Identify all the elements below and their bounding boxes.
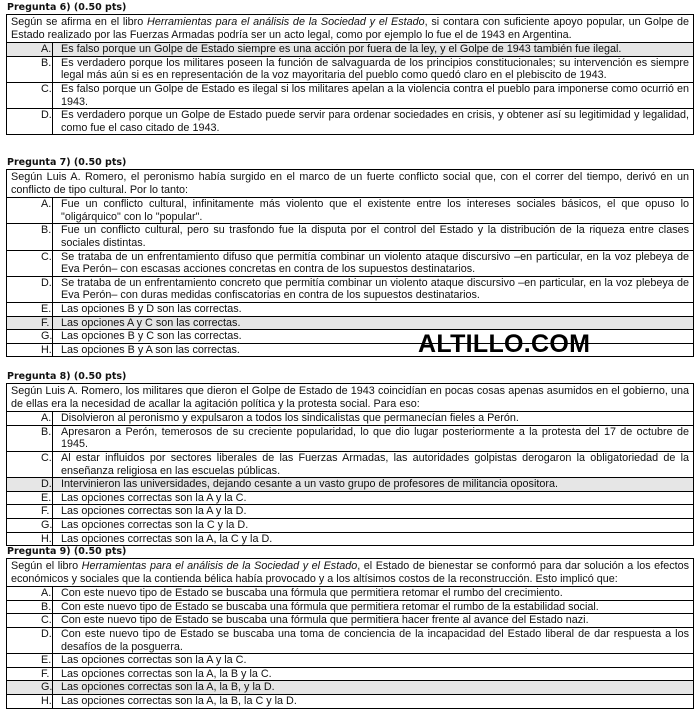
option-h[interactable] <box>7 532 693 546</box>
option-f[interactable] <box>7 667 693 681</box>
stem-text: Según el libro <box>11 560 82 572</box>
option-c[interactable] <box>7 613 693 627</box>
option-d[interactable] <box>7 627 693 653</box>
question-6 <box>0 2 694 135</box>
option-letter: D. <box>7 109 53 134</box>
question-title: Pregunta 7) (0.50 pts) <box>7 157 127 168</box>
option-text: Con este nuevo tipo de Estado se buscaba una fórmula que permitiera retomar el rumbo del crecimiento. <box>61 587 563 600</box>
option-text: Al estar influidos por sectores liberales de las Fuerzas Armadas, las autoridades golpistas derogaron la obligatoriedad de la enseñanza religiosa en las escuelas públicas. <box>61 451 689 477</box>
option-a[interactable] <box>7 42 693 56</box>
option-letter: A. <box>7 43 53 56</box>
option-text: Las opciones B y D son las correctas. <box>61 302 242 315</box>
option-text: Las opciones correctas son la A, la C y la D. <box>61 532 273 545</box>
option-letter: B. <box>7 224 53 249</box>
option-letter: A. <box>7 198 53 223</box>
option-letter: F. <box>7 668 53 681</box>
option-text: Las opciones correctas son la A, la B, y la D. <box>53 681 693 694</box>
option-letter: G. <box>7 330 53 343</box>
option-text: Las opciones correctas son la A y la C. <box>61 491 247 504</box>
option-text: Fue un conflicto cultural, infinitamente más violento que el existente entre los intereses sociales básicos, el que opuso lo "oligárquico" con lo "popular". <box>61 198 689 223</box>
option-text: Intervinieron las universidades, dejando cesante a un vasto grupo de profesores de militancia opositora. <box>53 478 693 491</box>
option-b[interactable] <box>7 600 693 614</box>
option-text: Se trataba de un enfrentamiento concreto que permitía combinar un violento ataque discursivo –en particular, en la voz plebeya de Eva Perón– con duras medidas confiscatorias en contra de los supuestos destinatarios. <box>61 276 689 302</box>
option-text: Es verdadero porque los militares poseen la función de salvaguarda de los principios constitucionales; su intervención es siempre legal más aún si es en representación de la voz mayoritaria del pueblo como quedó claro en el plebiscito de 1943. <box>61 56 689 82</box>
option-letter: D. <box>7 628 53 653</box>
question-stem: Según Luis A. Romero, el peronismo había surgido en el marco de un fuerte conflicto social que, con el correr del tiempo, derivó en un conflicto de tipo cultural. Por lo tanto: <box>11 171 689 196</box>
question-stem: Según Luis A. Romero, los militares que dieron el Golpe de Estado de 1943 coincidían en pocas cosas apenas asumidos en el gobierno, una de ellas era la necesidad de acallar la agitación política y la protesta social. Para eso: <box>11 385 689 410</box>
question-title: Pregunta 8) (0.50 pts) <box>7 371 127 382</box>
question-box <box>6 169 694 357</box>
option-letter: B. <box>7 57 53 82</box>
option-a[interactable] <box>7 586 693 600</box>
option-text: Las opciones correctas son la A, la B y la C. <box>61 667 272 680</box>
stem-text: , si contara con suficiente apoyo popular, un Golpe de Estado realizado por las Fuerzas Armadas podría ser un acto legal, como por ejemplo lo fue el de 1943 en Argentina. <box>11 16 690 41</box>
option-g[interactable] <box>7 680 693 694</box>
option-letter: H. <box>7 695 53 708</box>
option-text: Apresaron a Perón, temerosos de su creciente popularidad, lo que dio lugar posteriormente a la protesta del 17 de octubre de 1945. <box>61 425 689 451</box>
option-b[interactable] <box>7 223 693 249</box>
stem-text: Según se afirma en el libro <box>11 16 148 28</box>
option-letter: C. <box>7 83 53 108</box>
question-stem <box>7 559 693 586</box>
option-letter: C. <box>7 251 53 276</box>
option-letter: E. <box>7 654 53 667</box>
question-8 <box>0 371 694 546</box>
option-letter: B. <box>7 601 53 614</box>
option-letter: B. <box>7 426 53 451</box>
option-text: Las opciones B y A son las correctas. <box>61 343 240 356</box>
option-text: Las opciones correctas son la A y la D. <box>61 505 247 518</box>
question-title: Pregunta 9) (0.50 pts) <box>7 546 127 557</box>
option-letter: C. <box>7 452 53 477</box>
option-text: Es falso porque un Golpe de Estado es ilegal si los militares apelan a la violencia contra el pueblo para imponerse como ocurrió en 1943. <box>61 82 689 108</box>
question-9 <box>0 546 694 709</box>
book-title: Herramientas para el análisis de la Sociedad y el Estado <box>81 560 358 572</box>
option-a[interactable] <box>7 411 693 425</box>
option-letter: C. <box>7 614 53 627</box>
option-letter: A. <box>7 587 53 600</box>
option-text: Es falso porque un Golpe de Estado siempre es una acción por fuera de la ley, y el Golpe de 1943 también fue ilegal. <box>53 43 693 56</box>
watermark: ALTILLO.COM <box>418 330 591 358</box>
stem-text: , el Estado de bienestar se conformó para dar solución a los efectos económicos y sociales que la contienda bélica había provocado y a los altísimos costos de la reconstrucción. Esto implicó que: <box>11 560 689 585</box>
option-text: Disolvieron al peronismo y expulsaron a todos los sindicalistas que permanecían fieles a Perón. <box>61 412 519 425</box>
option-letter: H. <box>7 344 53 357</box>
option-letter: E. <box>7 303 53 316</box>
option-c[interactable] <box>7 82 693 108</box>
question-box <box>6 558 694 709</box>
option-f[interactable] <box>7 316 693 330</box>
option-letter: D. <box>7 478 53 491</box>
option-e[interactable] <box>7 491 693 505</box>
option-letter: A. <box>7 412 53 425</box>
option-a[interactable] <box>7 197 693 223</box>
option-b[interactable] <box>7 56 693 82</box>
option-text: Fue un conflicto cultural, pero su trasfondo fue la disputa por el control del Estado y la distribución de la riqueza entre clases sociales distintas. <box>61 224 689 249</box>
option-letter: F. <box>7 317 53 330</box>
option-d[interactable] <box>7 477 693 491</box>
question-7 <box>0 157 694 357</box>
option-g[interactable] <box>7 518 693 532</box>
option-c[interactable] <box>7 250 693 276</box>
option-f[interactable] <box>7 504 693 518</box>
option-text: Con este nuevo tipo de Estado se buscaba una fórmula que permitiera retomar el rumbo de la estabilidad social. <box>61 600 599 613</box>
option-text: Las opciones correctas son la C y la D. <box>61 518 249 531</box>
option-text: Las opciones correctas son la A, la B, la C y la D. <box>61 694 297 707</box>
option-d[interactable] <box>7 108 693 134</box>
option-letter: H. <box>7 533 53 546</box>
option-b[interactable] <box>7 425 693 451</box>
option-d[interactable] <box>7 276 693 302</box>
option-text: Con este nuevo tipo de Estado se buscaba una toma de conciencia de la incapacidad del Estado liberal de dar respuesta a los desafíos de la posguerra. <box>61 627 689 653</box>
question-box <box>6 14 694 135</box>
question-box <box>6 383 694 546</box>
option-text: Con este nuevo tipo de Estado se buscaba una fórmula que permitiera hacer frente al avance del Estado nazi. <box>61 614 589 627</box>
option-text: Es verdadero porque un Golpe de Estado puede servir para ordenar sociedades en crisis, y obtener así su legitimidad y legalidad, como fue el caso citado de 1943. <box>61 109 689 134</box>
question-title: Pregunta 6) (0.50 pts) <box>7 2 127 13</box>
option-c[interactable] <box>7 451 693 477</box>
option-text: Las opciones A y C son las correctas. <box>53 317 693 330</box>
option-letter: E. <box>7 492 53 505</box>
option-text: Las opciones correctas son la A y la C. <box>61 654 247 667</box>
option-h[interactable] <box>7 694 693 708</box>
option-text: Se trataba de un enfrentamiento difuso que permitía combinar un violento ataque discursivo –en particular, en la voz plebeya de Eva Perón– con escasas acciones concretas en contra de los supuestos destinatarios. <box>61 250 689 276</box>
option-e[interactable] <box>7 653 693 667</box>
option-letter: D. <box>7 277 53 302</box>
question-stem <box>7 15 693 42</box>
option-e[interactable] <box>7 302 693 316</box>
option-letter: G. <box>7 519 53 532</box>
book-title: Herramientas para el análisis de la Sociedad y el Estado <box>147 16 425 28</box>
option-text: Las opciones B y C son las correctas. <box>61 330 242 343</box>
option-letter: G. <box>7 681 53 694</box>
option-letter: F. <box>7 505 53 518</box>
